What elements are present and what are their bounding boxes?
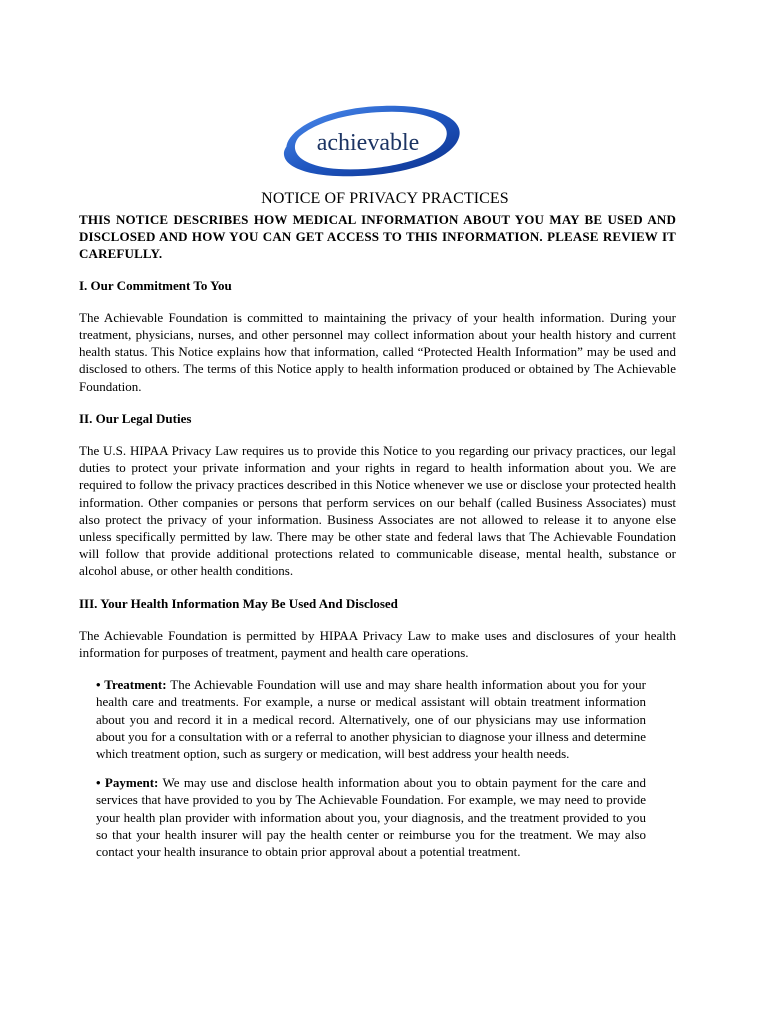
notice-banner: THIS NOTICE DESCRIBES HOW MEDICAL INFORMATION ABOUT YOU MAY BE USED AND DISCLOSED AND HOW YOU CAN GET ACCESS TO THIS INFORMATION. PLEASE REVIEW IT CAREFULLY. [79, 212, 676, 262]
bullet-lead-treatment: • Treatment: [96, 677, 167, 693]
bullet-lead-payment: • Payment: [96, 775, 159, 791]
section-paragraph-uses-disclosures: The Achievable Foundation is permitted by HIPAA Privacy Law to make uses and disclosures of your health information for purposes of treatment, payment and health care operations. [79, 627, 676, 661]
bullet-text-payment: We may use and disclose health information about you to obtain payment for the care and services that have provided to you by The Achievable Foundation. For example, we may need to provide your health plan provider with information about you, your diagnosis, and the treatment provided to you so that your health insurer will pay the health center or reimburse you for the treatment. We may also contact your health insurance to obtain prior approval about a potential treatment. [96, 775, 647, 860]
section-heading-commitment: I. Our Commitment To You [79, 277, 232, 293]
section-paragraph-legal-duties: The U.S. HIPAA Privacy Law requires us to provide this Notice to you regarding our privacy practices, our legal duties to protect your private information and your rights in regard to health information about you. We are required to follow the privacy practices described in this Notice whenever we use or disclose your protected health information. Other companies or persons that perform services on our behalf (called Business Associates) must also protect the privacy of your information. Business Associates are not allowed to release it to anyone else unless specifically permitted by law. There may be other state and federal laws that The Achievable Foundation will follow that provide additional protections related to communicable disease, mental health, substance or alcohol abuse, or other health conditions. [79, 443, 676, 579]
section-heading-legal-duties: II. Our Legal Duties [79, 410, 192, 426]
bullet-text-treatment: The Achievable Foundation will use and may share health information about you for your health care and treatments. For example, a nurse or medical assistant will obtain treatment information about you and record it in a medical record. Alternatively, one of our physicians may use information about you for a consultation with or a referral to another physician to diagnose your illness and determine which treatment option, such as surgery or medication, will best address your health needs. [96, 677, 646, 762]
logo-text: achievable [316, 130, 420, 156]
document-body [79, 211, 676, 872]
list-item-treatment [96, 676, 646, 762]
section-paragraph-commitment: The Achievable Foundation is committed to maintaining the privacy of your health information. During your treatment, physicians, nurses, and other personnel may collect information about your health history and current health status. This Notice explains how that information, called “Protected Health Information” may be used and disclosed to others. The terms of this Notice apply to health information produced or obtained by The Achievable Foundation. [79, 309, 676, 394]
achievable-logo [272, 100, 464, 182]
section-heading-uses-disclosures: III. Your Health Information May Be Used And Disclosed [79, 595, 398, 611]
logo-ring-icon [272, 100, 464, 182]
page-title: NOTICE OF PRIVACY PRACTICES [261, 190, 509, 207]
list-item-payment [96, 774, 646, 860]
